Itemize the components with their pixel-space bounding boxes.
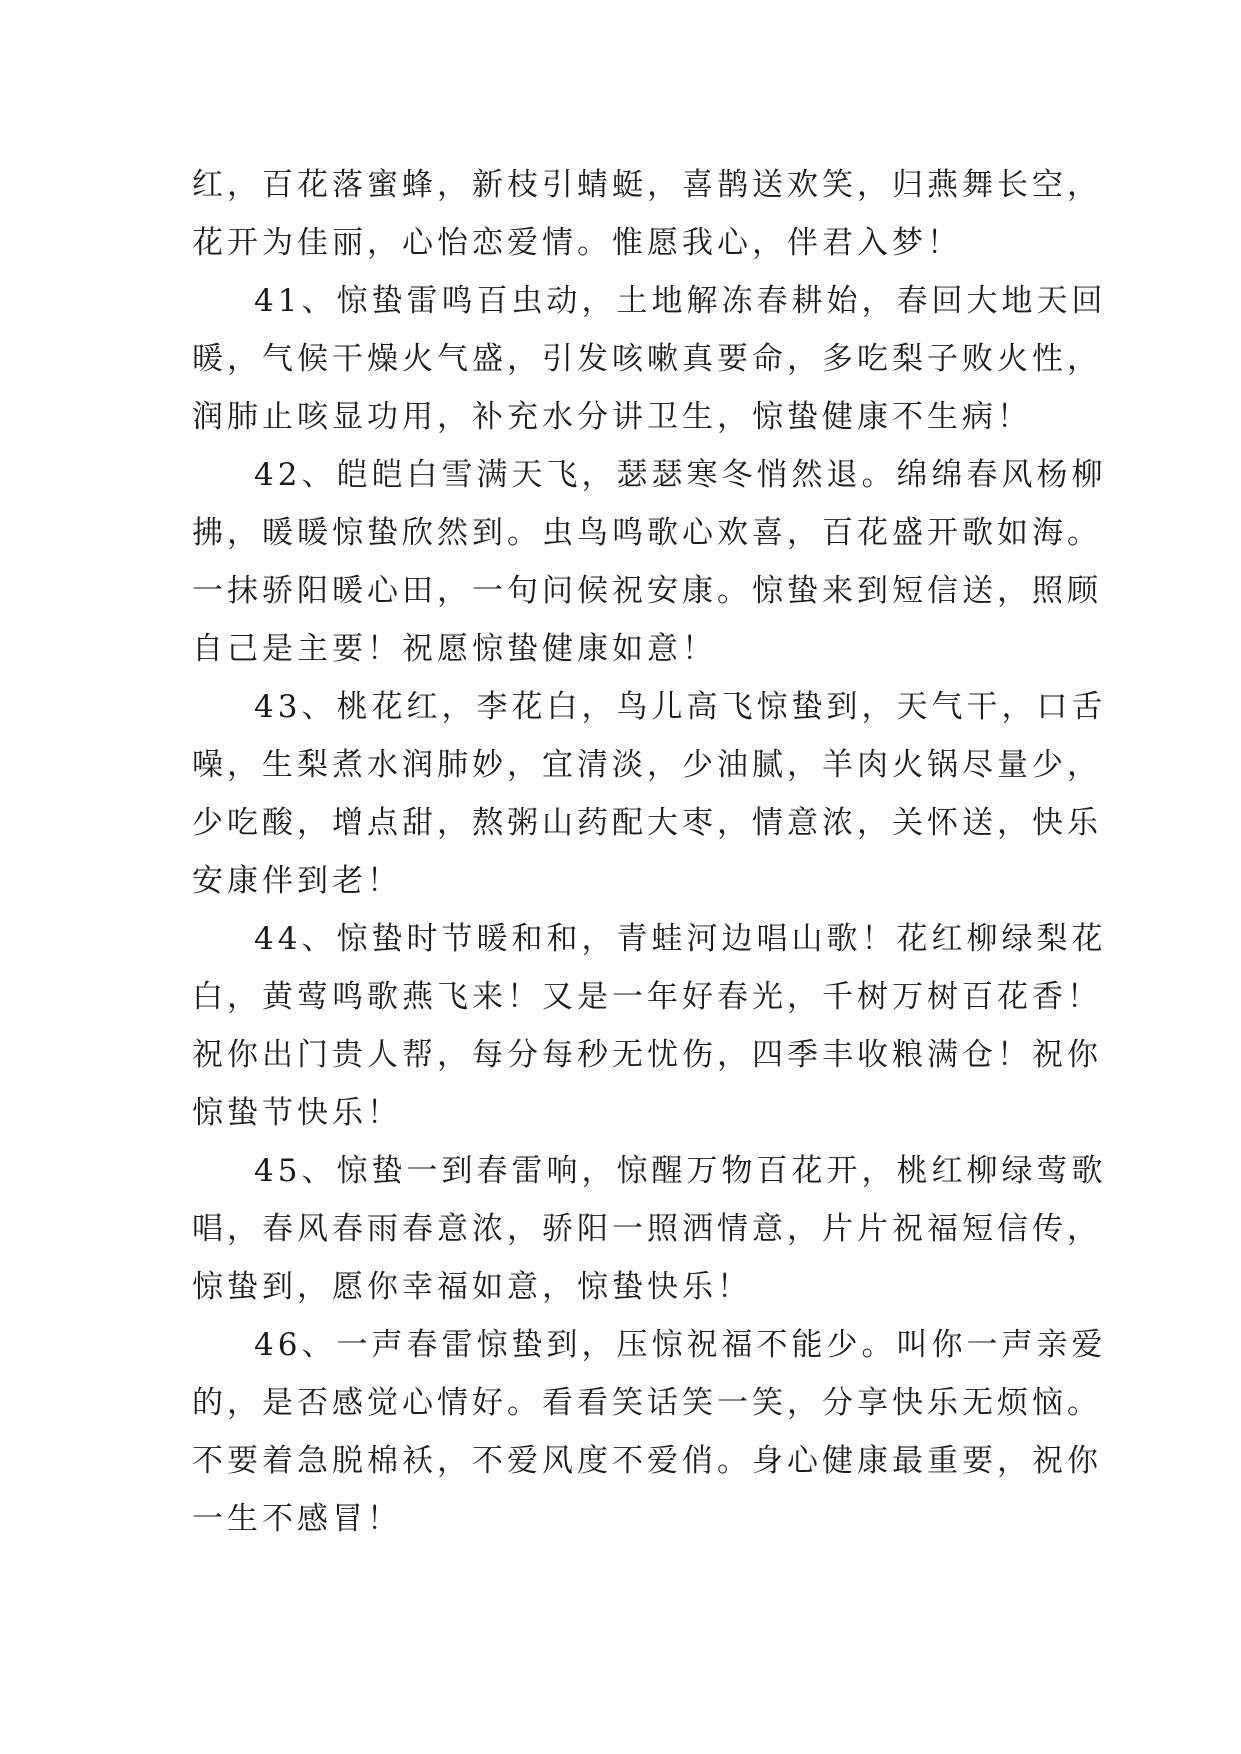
text-line: 润肺止咳显功用，补充水分讲卫生，惊蛰健康不生病！ [192,399,1032,435]
document-body [192,156,1107,1548]
text-line: 自己是主要！祝愿惊蛰健康如意！ [192,631,717,667]
text-line: 不要着急脱棉袄，不爱风度不爱俏。身心健康最重要，祝你 [192,1443,1102,1479]
text-line: 白，黄莺鸣歌燕飞来！又是一年好春光，千树万树百花香！ [192,979,1102,1015]
paragraph-first-line: 45、惊蛰一到春雷响，惊醒万物百花开，桃红柳绿莺歌 [254,1153,1107,1189]
paragraph-first-line: 41、惊蛰雷鸣百虫动，土地解冻春耕始，春回大地天回 [254,283,1107,319]
paragraph-first-line: 46、一声春雷惊蛰到，压惊祝福不能少。叫你一声亲爱 [254,1327,1107,1363]
text-line: 安康伴到老！ [192,863,402,899]
text-line: 惊蛰到，愿你幸福如意，惊蛰快乐！ [192,1269,752,1305]
text-line: 的，是否感觉心情好。看看笑话笑一笑，分享快乐无烦恼。 [192,1385,1102,1421]
text-line: 拂，暖暖惊蛰欣然到。虫鸟鸣歌心欢喜，百花盛开歌如海。 [192,515,1102,551]
text-line: 一生不感冒！ [192,1501,402,1537]
text-line: 红，百花落蜜蜂，新枝引蜻蜓，喜鹊送欢笑，归燕舞长空， [192,167,1102,203]
paragraph-first-line: 43、桃花红，李花白，鸟儿高飞惊蛰到，天气干，口舌 [254,689,1107,725]
text-line: 祝你出门贵人帮，每分每秒无忧伤，四季丰收粮满仓！祝你 [192,1037,1102,1073]
text-line: 少吃酸，增点甜，熬粥山药配大枣，情意浓，关怀送，快乐 [192,805,1102,841]
text-line: 一抹骄阳暖心田，一句问候祝安康。惊蛰来到短信送，照顾 [192,573,1102,609]
text-line: 花开为佳丽，心怡恋爱情。惟愿我心，伴君入梦！ [192,225,962,261]
text-line: 暖，气候干燥火气盛，引发咳嗽真要命，多吃梨子败火性， [192,341,1102,377]
text-line: 噪，生梨煮水润肺妙，宜清淡，少油腻，羊肉火锅尽量少， [192,747,1102,783]
paragraph-first-line: 44、惊蛰时节暖和和，青蛙河边唱山歌！花红柳绿梨花 [254,921,1107,957]
text-line: 惊蛰节快乐！ [192,1095,402,1131]
paragraph-first-line: 42、皑皑白雪满天飞，瑟瑟寒冬悄然退。绵绵春风杨柳 [254,457,1107,493]
text-line: 唱，春风春雨春意浓，骄阳一照洒情意，片片祝福短信传， [192,1211,1102,1247]
